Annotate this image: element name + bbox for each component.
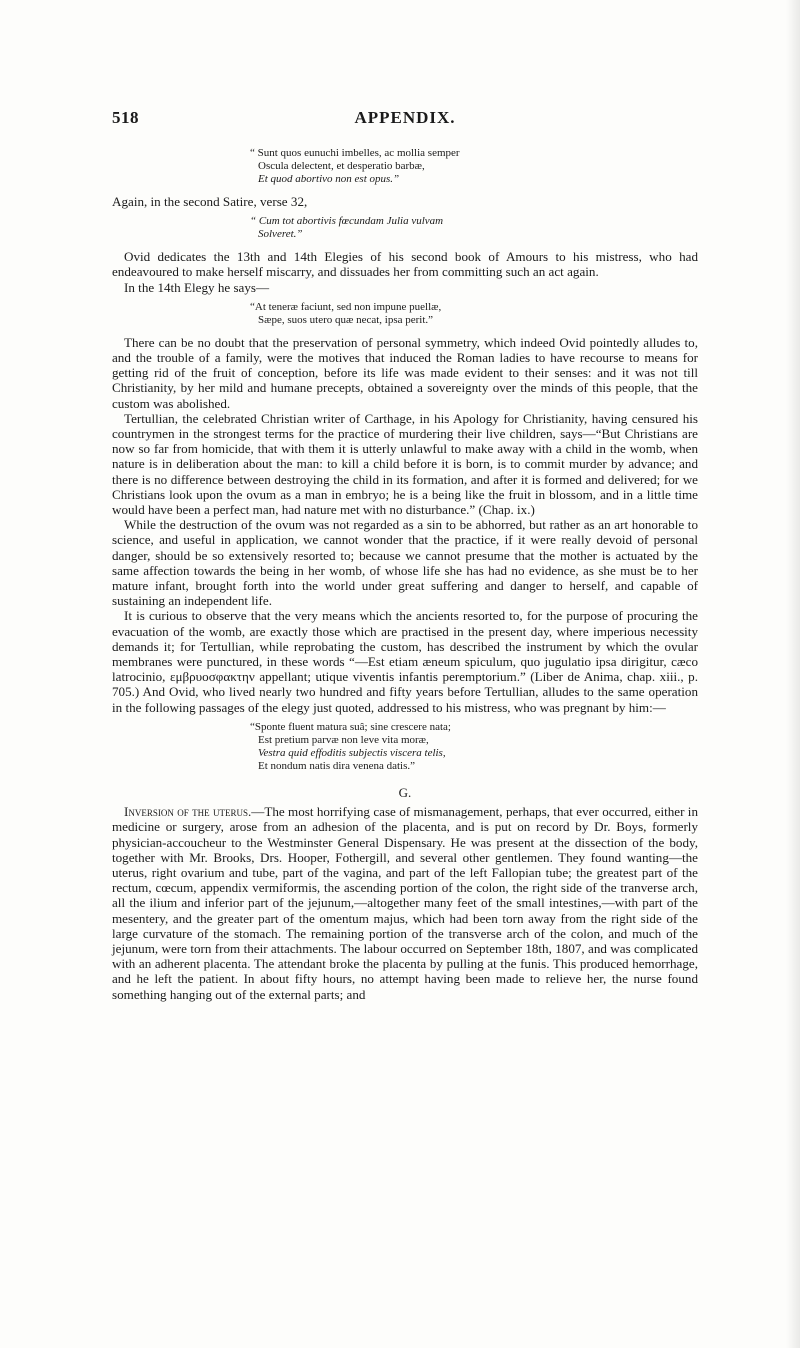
quote-line: Est pretium parvæ non leve vita moræ, bbox=[258, 733, 429, 746]
paragraph: It is curious to observe that the very means which the ancients resorted to, for the purpose of procuring the evacuation of the womb, are exactly those which are practised in the present day, where imperious necessity demands it; for Tertullian, while reprobating the custom, has described the instrument by which the ovular membranes were punctured, in these words “—Est etiam æneum spiculum, quo jugulatio ipsa dirigitur, cæco latrocinio, εμβρυοσφακτην appellant; utique viventis infantis peremptorium.” (Liber de Anima, chap. xiii., p. 705.) And Ovid, who lived nearly two hundred and fifty years before Tertullian, alludes to the same operation in the following passages of the elegy just quoted, addressed to his mistress, who was pregnant by him:— bbox=[112, 608, 698, 715]
paragraph: In the 14th Elegy he says— bbox=[124, 279, 270, 295]
quote-block-3 bbox=[250, 301, 698, 327]
paragraph bbox=[112, 804, 698, 1002]
running-head bbox=[112, 108, 698, 130]
paragraph: There can be no doubt that the preservation of personal symmetry, which indeed Ovid pointedly alludes to, and the trouble of a family, were the motives that induced the Roman ladies to have recourse to means for getting rid of the fruit of conception, before its life was made evident to their senses: and it was not till Christianity, by her mild and humane precepts, obtained a sovereignty over the minds of this people, that the custom was abolished. bbox=[112, 334, 698, 411]
page-edge-shadow bbox=[786, 0, 800, 1348]
paragraph: Ovid dedicates the 13th and 14th Elegies of his second book of Amours to his mistress, who had endeavoured to make herself miscarry, and dissuades her from committing such an act again. bbox=[112, 249, 698, 280]
quote-line: Et nondum natis dira venena datis.” bbox=[258, 759, 416, 772]
body-text bbox=[112, 147, 698, 1002]
section-letter: G. bbox=[398, 784, 412, 800]
page-number: 518 bbox=[112, 108, 139, 127]
paragraph-lead: Inversion of the uterus. bbox=[124, 804, 252, 820]
quote-line: “ Cum tot abortivis fœcundam Julia vulvam bbox=[250, 215, 444, 228]
paragraph: While the destruction of the ovum was not regarded as a sin to be abhorred, but rather as an art honorable to science, and useful in application, we cannot wonder that the practice, if it were really devoid of personal danger, should be so extensively resorted to; because we cannot presume that the mother is actuated by the same affection towards the being in her womb, of whose life she has had no evidence, as she must be to her mature infant, brought forth into the world under great suffering and danger to herself, and capable of sustaining an independent life. bbox=[112, 517, 698, 609]
quote-block-4 bbox=[250, 721, 698, 773]
quote-line: “At teneræ faciunt, sed non impune puellæ, bbox=[250, 300, 442, 313]
quote-line: Oscula delectent, et desperatio barbæ, bbox=[258, 160, 425, 172]
quote-line: Et quod abortivo non est opus.” bbox=[258, 173, 400, 185]
quote-line: Vestra quid effoditis subjectis viscera telis, bbox=[258, 746, 446, 759]
quote-line: Sæpe, suos utero quæ necat, ipsa perit.” bbox=[258, 313, 434, 326]
quote-block-2 bbox=[250, 215, 698, 241]
quote-line: Solveret.” bbox=[258, 228, 303, 241]
section-title: APPENDIX. bbox=[354, 108, 456, 127]
quote-block-1 bbox=[250, 147, 698, 186]
paragraph: Tertullian, the celebrated Christian writer of Carthage, in his Apology for Christianity, having censured his countrymen in the strongest terms for the practice of murdering their live children, says—“But Christians are now so far from homicide, that with them it is utterly unlawful to make away with a child in the womb, when nature is in deliberation about the man: to kill a child before it is born, is to commit murder by advance; and there is no difference between destroying the child in its formation, and after it is formed and delivered; for we Christians look upon the ovum as a man in embryo; he is a being like the fruit in blossom, and in a little time would have been a perfect man, had nature met with no disturbance.” (Chap. ix.) bbox=[112, 410, 698, 518]
paragraph-body: —The most horrifying case of mismanagement, perhaps, that ever occurred, either in medicine or surgery, arose from an adhesion of the placenta, and is put on record by Dr. Boys, formerly physician-accoucheur to the Westminster General Dispensary. He was present at the dissection of the body, together with Mr. Brooks, Drs. Hooper, Fothergill, and several other gentlemen. They found wanting—the uterus, right ovarium and tube, part of the vagina, and part of the left Fallopian tube; the greatest part of the rectum, cœcum, appendix vermiformis, the ascending portion of the colon, the right side of the tranverse arch, all the ilium and inferior part of the jejunum,—altogether many feet of the small intestines,—with part of the mesentery, and the greater part of the omentum majus, which had been torn away from the right side of the large curvature of the stomach. The remaining portion of the transverse arch of the colon, and much of the jejunum, were torn from their attachments. The labour occurred on September 18th, 1807, and was complicated with an adherent placenta. The attendant broke the placenta by pulling at the funis. This produced hemorrhage, and he left the patient. In about fifty hours, no attempt having been made to relieve her, the nurse found something hanging out of the external parts; and bbox=[112, 804, 698, 1002]
paragraph: Again, in the second Satire, verse 32, bbox=[112, 194, 308, 209]
quote-line: “Sponte fluent matura suâ; sine crescere nata; bbox=[250, 720, 451, 733]
quote-line: “ Sunt quos eunuchi imbelles, ac mollia semper bbox=[250, 147, 460, 159]
